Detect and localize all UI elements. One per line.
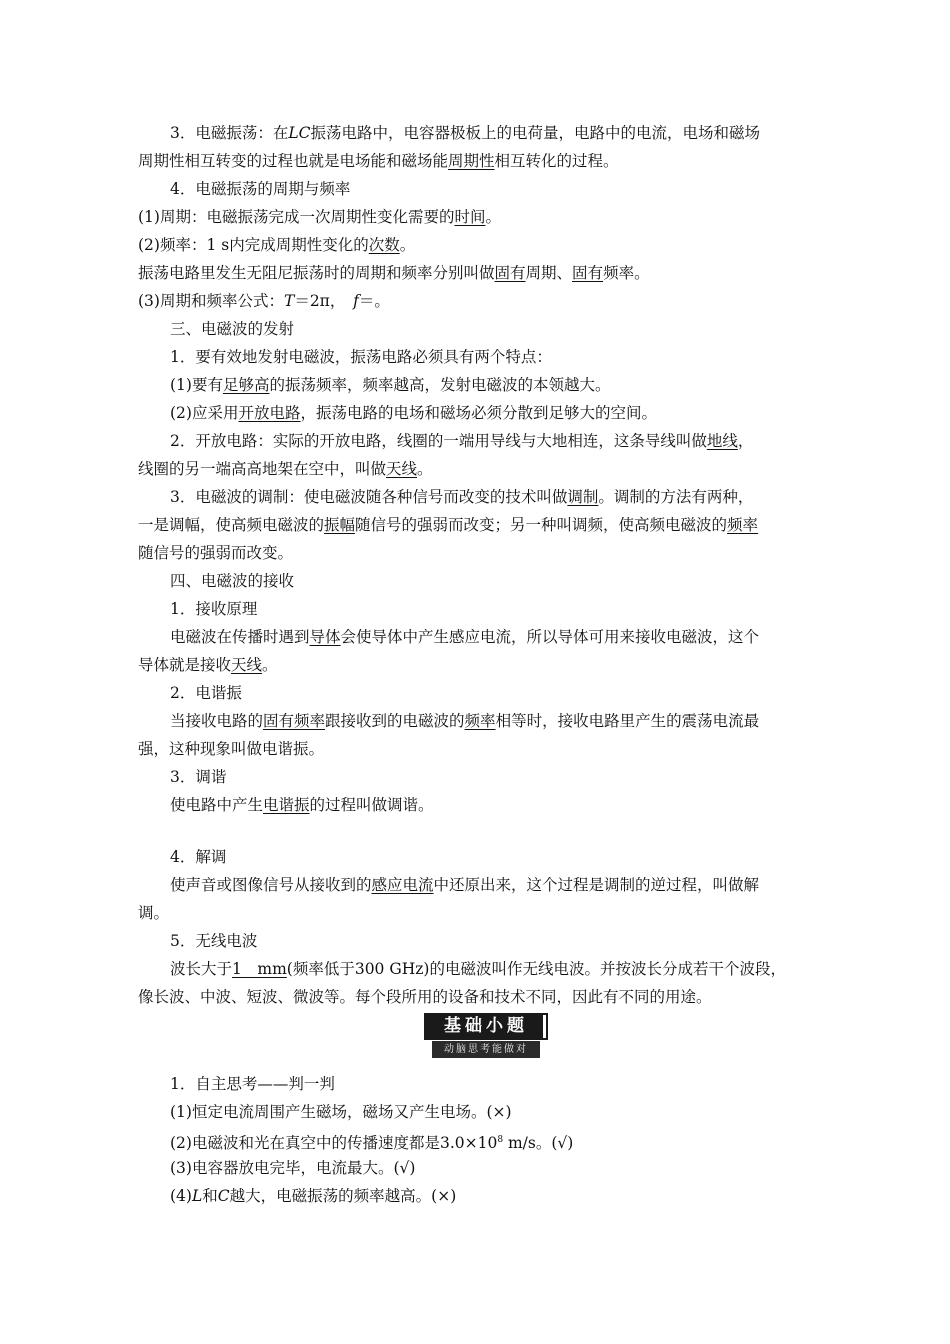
paragraph-line: 强，这种现象叫做电谐振。 [138, 740, 325, 758]
badge-bracket-right [543, 1013, 548, 1040]
section-heading: 三、电磁波的发射 [170, 320, 295, 338]
question-item: (1)恒定电流周围产生磁场，磁场又产生电场。(×) [170, 1103, 512, 1121]
section-heading: 5．无线电波 [170, 932, 258, 950]
section-heading: 4．电磁振荡的周期与频率 [170, 180, 351, 198]
badge-title: 基础小题 [424, 1013, 548, 1040]
paragraph-line: 像长波、中波、短波、微波等。每个段所用的设备和技术不同，因此有不同的用途。 [138, 988, 712, 1006]
section-heading: 3．调谐 [170, 768, 227, 786]
paragraph-line: 1．要有效地发射电磁波，振荡电路必须具有两个特点： [170, 348, 552, 366]
section-heading: 1．自主思考——判一判 [170, 1075, 335, 1093]
paragraph-line: 使电路中产生电谐振的过程叫做调谐。 [170, 796, 434, 814]
paragraph-line: 周期性相互转变的过程也就是电场能和磁场能周期性相互转化的过程。 [138, 152, 619, 170]
section-heading: 四、电磁波的接收 [170, 572, 295, 590]
question-item: (3)电容器放电完毕，电流最大。(√) [170, 1159, 416, 1177]
paragraph-line: 使声音或图像信号从接收到的感应电流中还原出来，这个过程是调制的逆过程，叫做解 [170, 876, 760, 894]
paragraph-line: 随信号的强弱而改变。 [138, 544, 294, 562]
paragraph-line: 电磁波在传播时遇到导体会使导体中产生感应电流，所以导体可用来接收电磁波，这个 [170, 628, 760, 646]
paragraph-line: 一是调幅，使高频电磁波的振幅随信号的强弱而改变；另一种叫调频，使高频电磁波的频率 [138, 516, 759, 534]
question-item: (4)L和C越大，电磁振荡的频率越高。(×) [170, 1187, 457, 1205]
paragraph-line: 线圈的另一端高高地架在空中，叫做天线。 [138, 460, 433, 478]
paragraph-line: (2)应采用开放电路，振荡电路的电场和磁场必须分散到足够大的空间。 [170, 404, 657, 422]
paragraph-line: 调。 [138, 904, 170, 922]
paragraph-line: (2)频率：1 s内完成周期性变化的次数。 [138, 236, 416, 254]
section-heading: 2．电谐振 [170, 684, 242, 702]
paragraph-line: 3．电磁振荡：在LC振荡电路中，电容器极板上的电荷量，电路中的电流，电场和磁场 [170, 124, 761, 142]
paragraph-line: 3．电磁波的调制：使电磁波随各种信号而改变的技术叫做调制。调制的方法有两种， [170, 488, 754, 506]
section-heading: 1．接收原理 [170, 600, 258, 618]
paragraph-line: 2．开放电路：实际的开放电路，线圈的一端用导线与大地相连，这条导线叫做地线， [170, 432, 754, 450]
section-heading: 4．解调 [170, 848, 227, 866]
paragraph-line: 波长大于1 mm(频率低于300 GHz)的电磁波叫作无线电波。并按波长分成若干个波段， [170, 960, 786, 978]
badge-subtitle: 动脑思考能做对 [432, 1041, 540, 1058]
section-badge [424, 1013, 548, 1059]
paragraph-line: 当接收电路的固有频率跟接收到的电磁波的频率相等时，接收电路里产生的震荡电流最 [170, 712, 760, 730]
paragraph-line: 振荡电路里发生无阻尼振荡时的周期和频率分别叫做固有周期、固有频率。 [138, 264, 650, 282]
question-item: (2)电磁波和光在真空中的传播速度都是$3.0\times 10^8$ m/s。(√) [170, 1134, 574, 1153]
paragraph-line: (1)要有足够高的振荡频率，频率越高，发射电磁波的本领越大。 [170, 376, 611, 394]
formula-line: (3)周期和频率公式：T＝2π， f＝。 [138, 292, 390, 310]
paragraph-line: (1)周期：电磁振荡完成一次周期性变化需要的时间。 [138, 208, 501, 226]
paragraph-line: 导体就是接收天线。 [138, 656, 278, 674]
